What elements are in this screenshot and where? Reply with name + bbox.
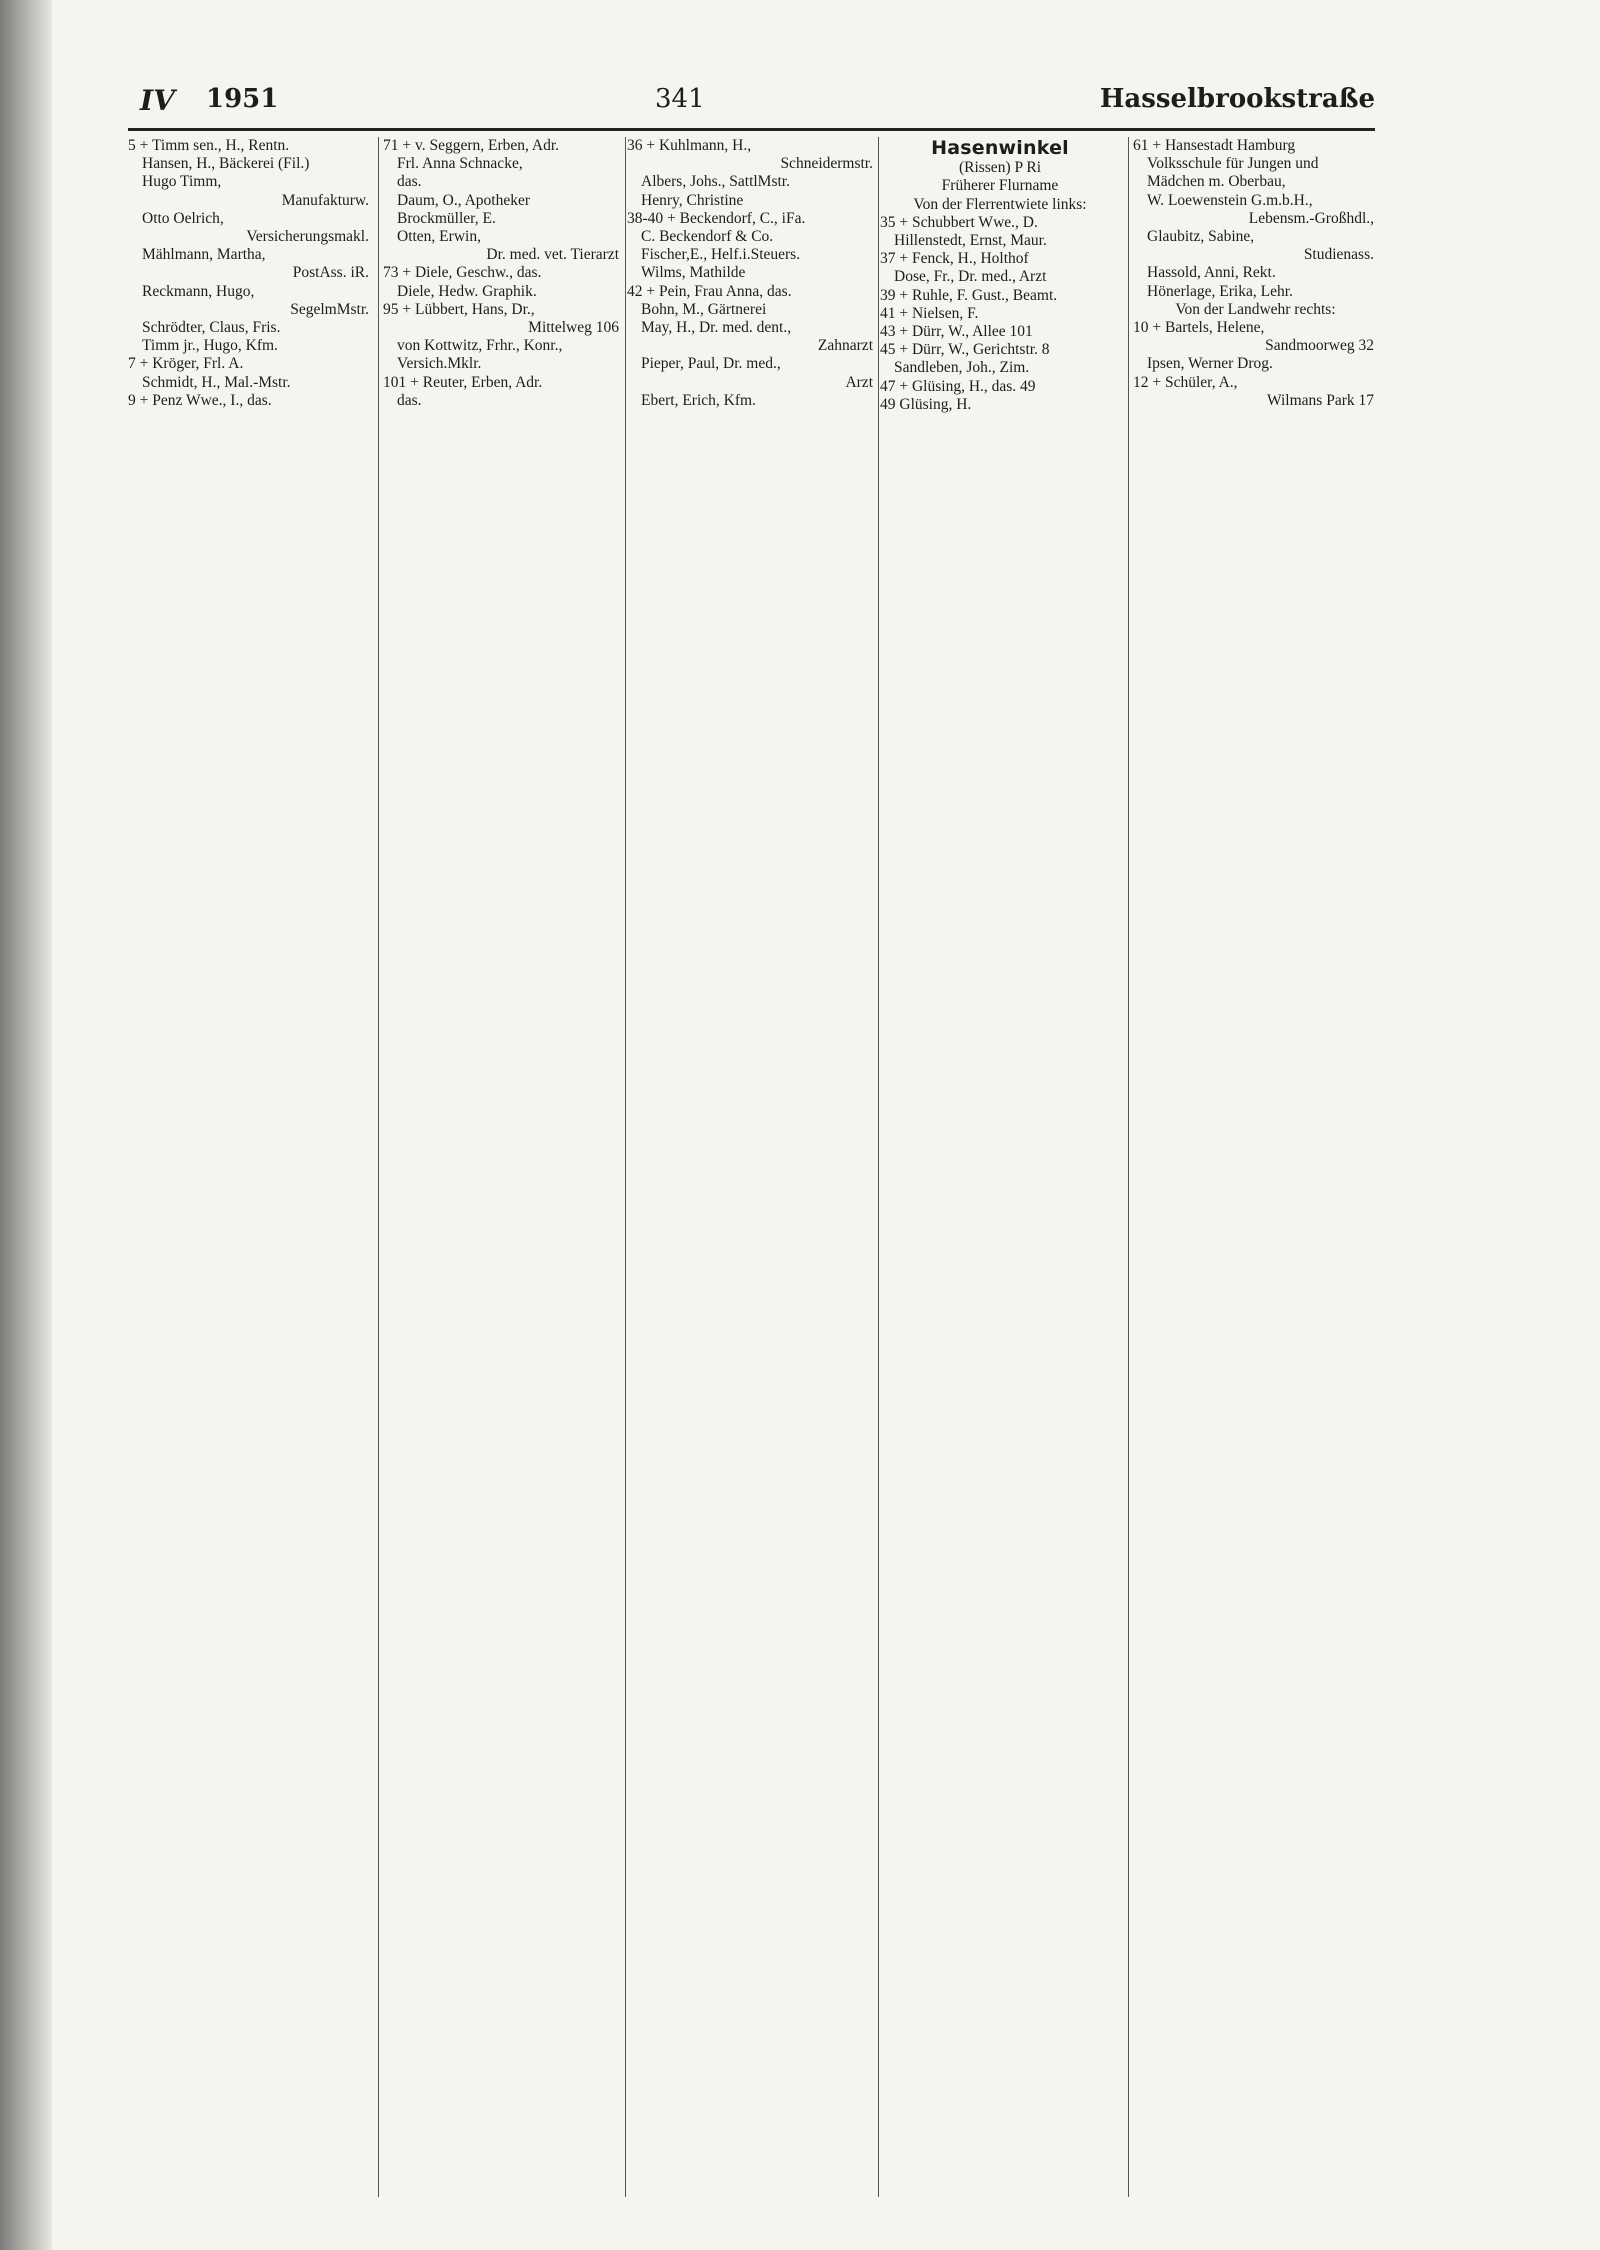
list-item: Mittelweg 106	[528, 319, 619, 337]
list-item: 95 + Lübbert, Hans, Dr.,	[383, 300, 535, 318]
list-item: 101 + Reuter, Erben, Adr.	[383, 373, 543, 391]
list-item: Fischer,E., Helf.i.Steuers.	[641, 246, 801, 264]
list-item: Frl. Anna Schnacke,	[397, 155, 523, 173]
street-title: Hasselbrookstraße	[1099, 84, 1375, 114]
list-item: W. Loewenstein G.m.b.H.,	[1147, 191, 1313, 209]
column-divider	[625, 137, 626, 2197]
section-subtitle: (Rissen) P Ri	[958, 159, 1042, 177]
list-item: Studienass.	[1303, 246, 1374, 264]
list-item: Mädchen m. Oberbau,	[1147, 173, 1286, 191]
list-item: Dose, Fr., Dr. med., Arzt	[894, 268, 1047, 286]
list-item: von Kottwitz, Frhr., Konr.,	[397, 337, 563, 355]
list-item: 43 + Dürr, W., Allee 101	[880, 323, 1033, 341]
list-item: Zahnarzt	[817, 337, 873, 355]
list-item: Sandmoorweg 32	[1265, 337, 1374, 355]
column-3	[627, 137, 877, 2197]
list-item: Otto Oelrich,	[142, 209, 224, 227]
column-divider	[378, 137, 379, 2197]
list-item: 41 + Nielsen, F.	[880, 304, 979, 322]
list-item: 37 + Fenck, H., Holthof	[880, 250, 1029, 268]
list-item: 49 Glüsing, H.	[880, 395, 972, 413]
list-item: 12 + Schüler, A.,	[1133, 373, 1238, 391]
column-5	[1133, 137, 1378, 2197]
header-rule	[128, 128, 1375, 131]
list-item: Schmidt, H., Mal.-Mstr.	[142, 373, 291, 391]
list-item: Hönerlage, Erika, Lehr.	[1147, 282, 1293, 300]
list-item: 7 + Kröger, Frl. A.	[128, 355, 244, 373]
list-item: Hillenstedt, Ernst, Maur.	[894, 232, 1047, 250]
list-item: Versich.Mklr.	[397, 355, 482, 373]
list-item: Daum, O., Apotheker	[397, 191, 531, 209]
list-item: Hassold, Anni, Rekt.	[1147, 264, 1276, 282]
section-title: Hasenwinkel	[931, 137, 1069, 159]
column-2	[383, 137, 623, 2197]
column-4	[880, 137, 1120, 2197]
list-item: 73 + Diele, Geschw., das.	[383, 264, 542, 282]
section-note: Früherer Flurname	[941, 177, 1059, 195]
list-item: Otten, Erwin,	[397, 228, 481, 246]
page-edge-shadow	[0, 0, 52, 2250]
list-item: 35 + Schubbert Wwe., D.	[880, 213, 1038, 231]
list-item: Hugo Timm,	[142, 173, 222, 191]
column-1	[128, 137, 373, 2197]
column-divider	[878, 137, 879, 2197]
list-item: Schneidermstr.	[780, 155, 873, 173]
list-item: Timm jr., Hugo, Kfm.	[142, 337, 278, 355]
year: 1951	[206, 84, 279, 114]
list-item: Bohn, M., Gärtnerei	[641, 300, 767, 318]
list-item: May, H., Dr. med. dent.,	[641, 319, 792, 337]
list-item: 5 + Timm sen., H., Rentn.	[128, 137, 290, 154]
list-item: Versicherungsmakl.	[246, 228, 369, 246]
list-item: 9 + Penz Wwe., I., das.	[128, 391, 272, 409]
list-item: Brockmüller, E.	[397, 209, 496, 227]
list-item: Arzt	[845, 373, 873, 391]
list-item: Mählmann, Martha,	[142, 246, 266, 264]
list-item: Wilms, Mathilde	[641, 264, 746, 282]
section-from: Von der Flerrentwiete links:	[913, 195, 1087, 213]
list-item: Wilmans Park 17	[1266, 391, 1374, 409]
list-item: Pieper, Paul, Dr. med.,	[641, 355, 781, 373]
list-item: 39 + Ruhle, F. Gust., Beamt.	[880, 286, 1058, 304]
list-item: PostAss. iR.	[292, 264, 369, 282]
list-item: Albers, Johs., SattlMstr.	[641, 173, 790, 191]
list-item: Diele, Hedw. Graphik.	[397, 282, 537, 300]
list-item: Sandleben, Joh., Zim.	[894, 359, 1030, 377]
volume-number: IV	[140, 84, 175, 117]
list-item: 47 + Glüsing, H., das. 49	[880, 377, 1036, 395]
page-number: 341	[655, 84, 705, 114]
list-item: Glaubitz, Sabine,	[1147, 228, 1255, 246]
list-item: 38-40 + Beckendorf, C., iFa.	[627, 209, 806, 227]
list-item: Volksschule für Jungen und	[1147, 155, 1319, 173]
column-divider	[1128, 137, 1129, 2197]
list-item: SegelmMstr.	[290, 300, 369, 318]
list-item: Ipsen, Werner Drog.	[1147, 355, 1273, 373]
list-item: 61 + Hansestadt Hamburg	[1133, 137, 1296, 154]
list-item: C. Beckendorf & Co.	[641, 228, 774, 246]
list-item: Von der Landwehr rechts:	[1175, 300, 1336, 318]
list-item: 10 + Bartels, Helene,	[1133, 319, 1265, 337]
list-item: 45 + Dürr, W., Gerichtstr. 8	[880, 341, 1050, 359]
list-item: das.	[397, 391, 422, 409]
list-item: Schrödter, Claus, Fris.	[142, 319, 281, 337]
list-item: Reckmann, Hugo,	[142, 282, 255, 300]
list-item: Henry, Christine	[641, 191, 744, 209]
page-header	[140, 78, 1375, 128]
list-item: das.	[397, 173, 422, 191]
list-item: 71 + v. Seggern, Erben, Adr.	[383, 137, 560, 154]
list-item: Dr. med. vet. Tierarzt	[486, 246, 619, 264]
list-item: 36 + Kuhlmann, H.,	[627, 137, 752, 154]
list-item: 42 + Pein, Frau Anna, das.	[627, 282, 792, 300]
list-item: Manufakturw.	[281, 191, 369, 209]
list-item: Ebert, Erich, Kfm.	[641, 391, 756, 409]
list-item: Lebensm.-Großhdl.,	[1248, 209, 1374, 227]
list-item: Hansen, H., Bäckerei (Fil.)	[142, 155, 310, 173]
